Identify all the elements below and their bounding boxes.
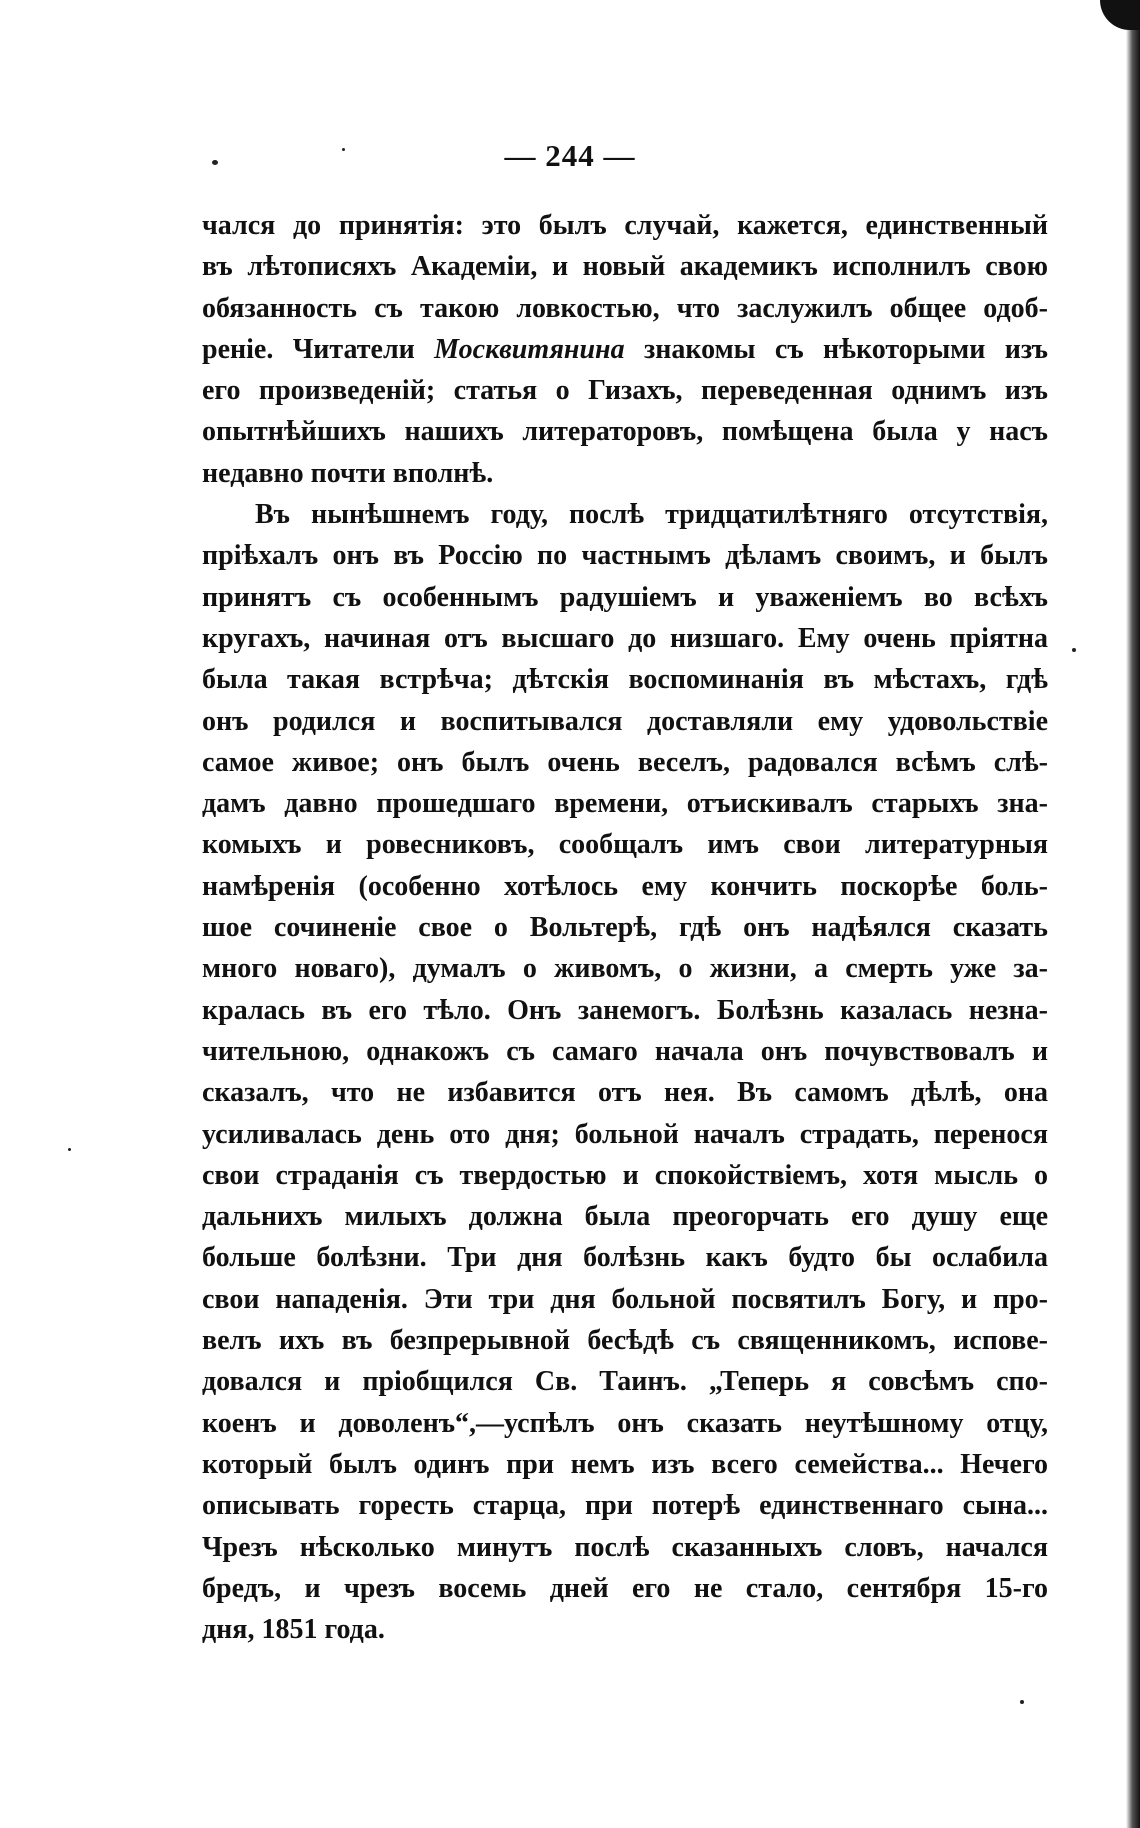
text-line: онъ родился и воспитывался доставляли ему удовольствіе xyxy=(202,705,1048,737)
text-line: довался и пріобщился Св. Таинъ. „Теперь я совсѣмъ спо- xyxy=(202,1366,1048,1398)
body-text xyxy=(202,205,1048,1650)
text-line: усиливалась день ото дня; больной началъ страдать, перенося xyxy=(202,1118,1048,1150)
text-line: Чрезъ нѣсколько минутъ послѣ сказанныхъ словъ, начался xyxy=(202,1531,1048,1563)
text-line: который былъ одинъ при немъ изъ всего семейства... Нечего xyxy=(202,1448,1048,1480)
scan-speck xyxy=(68,1148,71,1151)
text-line: чался до принятія: это былъ случай, кажется, единственный xyxy=(202,210,1048,241)
text-line: свои страданія съ твердостью и спокойствіемъ, хотя мысль о xyxy=(202,1159,1048,1191)
text-line: сказалъ, что не избавится отъ нея. Въ самомъ дѣлѣ, она xyxy=(202,1077,1048,1109)
text-run: знакомы съ нѣкоторыми изъ xyxy=(624,333,1048,365)
text-line: комыхъ и ровесниковъ, сообщалъ имъ свои литературныя xyxy=(202,829,1048,861)
text-line: опытнѣйшихъ нашихъ литераторовъ, помѣщена была у насъ xyxy=(202,416,1048,448)
text-line: пріѣхалъ онъ въ Россію по частнымъ дѣламъ своимъ, и былъ xyxy=(202,540,1048,572)
text-line: много новаго), думалъ о живомъ, о жизни, а смерть уже за- xyxy=(202,953,1048,985)
scan-speck xyxy=(1020,1700,1024,1704)
text-run: реніе. Читатели xyxy=(202,333,435,365)
scan-corner-shadow xyxy=(1100,0,1140,30)
text-line: свои нападенія. Эти три дня больной посвятилъ Богу, и про- xyxy=(202,1283,1048,1315)
text-line xyxy=(202,329,1048,370)
text-line: его произведеній; статья о Гизахъ, переведенная однимъ изъ xyxy=(202,375,1048,407)
journal-title-italic: Москвитянина xyxy=(434,333,625,365)
text-line: обязанность съ такою ловкостью, что заслужилъ общее одоб- xyxy=(202,292,1048,324)
text-line: самое живое; онъ былъ очень веселъ, радовался всѣмъ слѣ- xyxy=(202,746,1048,778)
text-line: описывать горесть старца, при потерѣ единственнаго сына... xyxy=(202,1490,1048,1522)
text-line: дамъ давно прошедшаго времени, отъискивалъ старыхъ зна- xyxy=(202,788,1048,820)
text-line: коенъ и доволенъ“,—успѣлъ онъ сказать неутѣшному отцу, xyxy=(202,1407,1048,1439)
text-line: дальнихъ милыхъ должна была преогорчать его душу еще xyxy=(202,1201,1048,1233)
text-line: кругахъ, начиная отъ высшаго до низшаго. Ему очень пріятна xyxy=(202,622,1048,654)
text-line: бредъ, и чрезъ восемь дней его не стало, сентября 15-го xyxy=(202,1572,1048,1604)
page-number: — 244 — xyxy=(504,138,636,173)
scan-speck xyxy=(1072,648,1076,652)
text-line: принятъ съ особеннымъ радушіемъ и уваженіемъ во всѣхъ xyxy=(202,581,1048,613)
text-line: недавно почти вполнѣ. xyxy=(202,457,494,489)
text-line: чительною, однакожъ съ самаго начала онъ почувствовалъ и xyxy=(202,1035,1048,1067)
text-line: Въ нынѣшнемъ году, послѣ тридцатилѣтняго отсутствія, xyxy=(255,499,1048,531)
scan-edge-shadow xyxy=(1126,0,1140,1828)
text-line: больше болѣзни. Три дня болѣзнь какъ будто бы ослабила xyxy=(202,1242,1048,1274)
text-line: шое сочиненіе свое о Вольтерѣ, гдѣ онъ надѣялся сказать xyxy=(202,912,1048,944)
text-line: въ лѣтописяхъ Академіи, и новый академикъ исполнилъ свою xyxy=(202,251,1048,283)
text-line: велъ ихъ въ безпрерывной бесѣдѣ съ священникомъ, испове- xyxy=(202,1325,1048,1357)
text-line: была такая встрѣча; дѣтскія воспоминанія въ мѣстахъ, гдѣ xyxy=(202,664,1048,696)
text-line: намѣренія (особенно хотѣлось ему кончить поскорѣе боль- xyxy=(202,870,1048,902)
text-line: дня, 1851 года. xyxy=(202,1614,385,1646)
text-line: кралась въ его тѣло. Онъ занемогъ. Болѣзнь казалась незна- xyxy=(202,994,1048,1026)
